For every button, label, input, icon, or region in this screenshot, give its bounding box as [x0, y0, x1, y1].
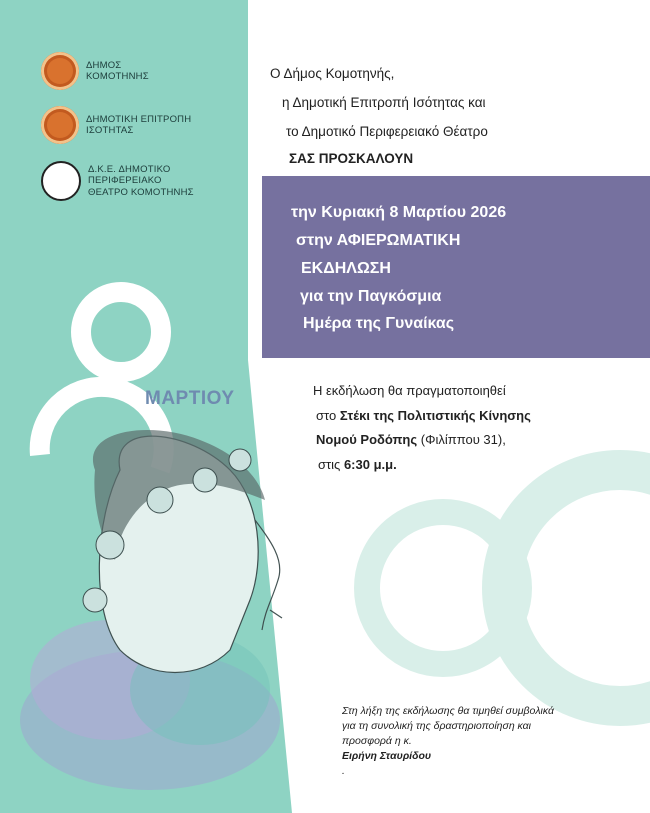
details-line-4: στις 6:30 μ.μ.	[318, 457, 397, 472]
logo-regional-theatre-text: Δ.Κ.Ε. ΔΗΜΟΤΙΚΟ ΠΕΡΙΦΕΡΕΙΑΚΟ ΘΕΑΤΡΟ ΚΟΜΟΤΗΝΗΣ	[88, 163, 194, 198]
venue-region: Νομού Ροδόπης	[316, 432, 418, 447]
event-line-2: στην ΑΦΙΕΡΩΜΑΤΙΚΗ	[296, 232, 461, 249]
venue-name: Στέκι της Πολιτιστικής Κίνησης	[339, 408, 531, 423]
details-line-2: στο Στέκι της Πολιτιστικής Κίνησης	[316, 408, 531, 423]
details-line-1: Η εκδήλωση θα πραγματοποιηθεί	[313, 383, 506, 398]
intro-line-2: η Δημοτική Επιτροπή Ισότητας και	[282, 95, 486, 110]
equality-committee-seal-icon	[41, 106, 79, 144]
intro-line-1: Ο Δήμος Κομοτηνής,	[270, 66, 395, 81]
event-line-3: ΕΚΔΗΛΩΣΗ	[301, 260, 391, 277]
intro-line-3: το Δημοτικό Περιφερειακό Θέατρο	[286, 124, 488, 139]
event-time: 6:30 μ.μ.	[343, 457, 397, 472]
logo-municipality	[41, 52, 149, 90]
details-line-3: Νομού Ροδόπης (Φιλίππου 31),	[316, 432, 506, 447]
honoree-name: Ειρήνη Σταυρίδου	[342, 750, 432, 762]
event-date: την Κυριακή 8 Μαρτίου 2026	[291, 204, 507, 221]
closing-note: Στη λήξη της εκδήλωσης θα τιμηθεί συμβολικά για τη συνολική της δραστηριοποίηση και προσφορά η κ. Ειρήνη Σταυρίδου .	[342, 705, 554, 777]
logo-equality-committee-text: ΔΗΜΟΤΙΚΗ ΕΠΙΤΡΟΠΗ ΙΣΟΤΗΤΑΣ	[86, 113, 192, 136]
month-label: ΜΑΡΤΙΟΥ	[145, 388, 235, 409]
logo-municipality-text: ΔΗΜΟΣ ΚΟΜΟΤΗΝΗΣ	[86, 59, 149, 82]
event-line-5: Ημέρα της Γυναίκας	[303, 315, 455, 332]
komotini-municipality-seal-icon	[41, 52, 79, 90]
invite-heading: ΣΑΣ ΠΡΟΣΚΑΛΟΥΝ	[289, 151, 414, 166]
logo-equality-committee	[41, 106, 191, 144]
regional-theatre-seal-icon	[41, 161, 81, 201]
logo-regional-theatre	[41, 161, 194, 201]
event-line-4: για την Παγκόσμια	[300, 288, 442, 305]
